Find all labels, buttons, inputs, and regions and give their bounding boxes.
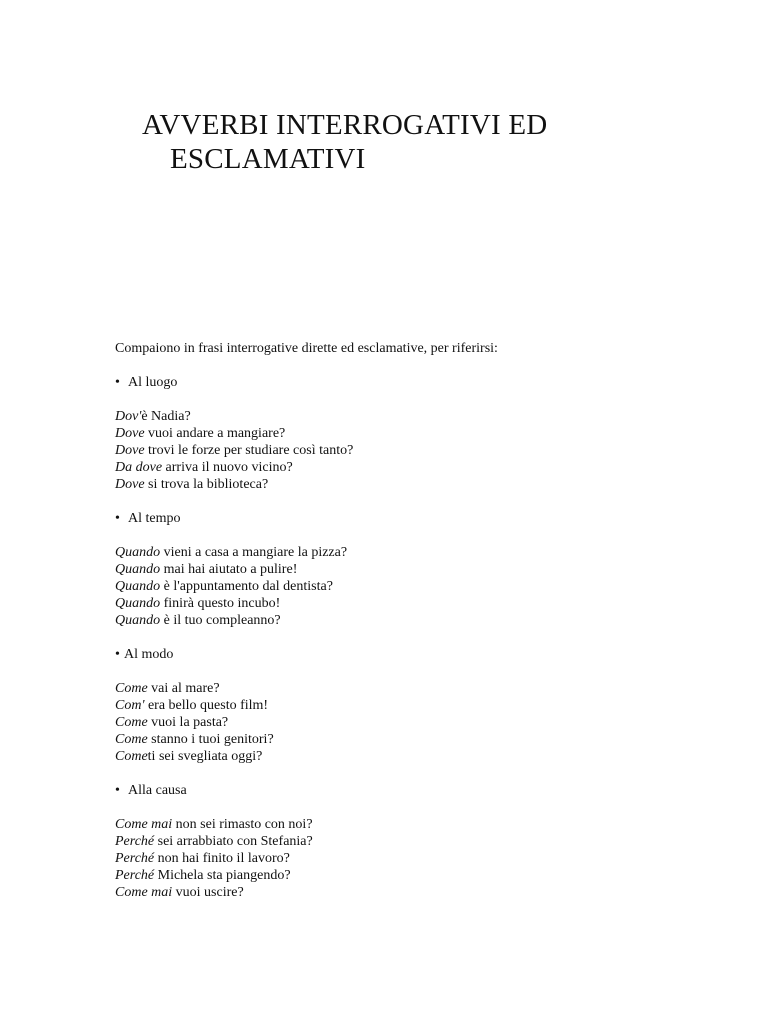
section-heading-causa	[115, 782, 715, 799]
example-text: trovi le forze per studiare così tanto?	[144, 443, 354, 458]
example-line	[115, 680, 715, 697]
example-line	[115, 816, 715, 833]
example-text: si trova la biblioteca?	[144, 477, 269, 492]
example-text: finirà questo incubo!	[160, 596, 281, 611]
example-line	[115, 561, 715, 578]
example-adverb: Perché	[115, 868, 155, 883]
example-line	[115, 425, 715, 442]
page-title	[142, 108, 547, 176]
page-title-line-1: AVVERBI INTERROGATIVI ED	[142, 109, 548, 141]
example-line	[115, 578, 715, 595]
example-line	[115, 884, 715, 901]
example-text: era bello questo film!	[144, 698, 269, 713]
example-text: vai al mare?	[147, 681, 220, 696]
section-heading-label: Al luogo	[128, 375, 178, 390]
section-heading-tempo	[115, 510, 715, 527]
example-text: ti sei svegliata oggi?	[147, 749, 263, 764]
example-adverb: Dov'	[115, 409, 142, 424]
document-body	[115, 340, 715, 918]
example-adverb: Com'	[115, 698, 145, 713]
example-text: stanno i tuoi genitori?	[147, 732, 274, 747]
example-adverb: Dove	[115, 426, 145, 441]
example-text: Michela sta piangendo?	[154, 868, 291, 883]
example-adverb: Quando	[115, 613, 161, 628]
example-text: è il tuo compleanno?	[160, 613, 281, 628]
example-text: è Nadia?	[141, 409, 191, 424]
example-line	[115, 442, 715, 459]
example-adverb: Quando	[115, 596, 161, 611]
example-text: vuoi la pasta?	[147, 715, 229, 730]
example-text: vuoi uscire?	[172, 885, 244, 900]
example-text: vuoi andare a mangiare?	[144, 426, 286, 441]
example-adverb: Quando	[115, 579, 161, 594]
example-adverb: Quando	[115, 562, 161, 577]
example-adverb: Come mai	[115, 885, 173, 900]
example-adverb: Come	[115, 715, 148, 730]
example-adverb: Da dove	[115, 460, 163, 475]
example-adverb: Perché	[115, 834, 155, 849]
example-text: non hai finito il lavoro?	[154, 851, 290, 866]
section-heading-modo	[115, 646, 715, 663]
section-heading-label: Al modo	[124, 647, 174, 662]
section-heading-label: Al tempo	[128, 511, 181, 526]
section-heading-label: Alla causa	[128, 783, 187, 798]
example-line	[115, 595, 715, 612]
intro-paragraph: Compaiono in frasi interrogative dirette ed esclamative, per riferirsi:	[115, 341, 498, 356]
example-line	[115, 544, 715, 561]
example-adverb: Come	[115, 732, 148, 747]
example-line	[115, 748, 715, 765]
example-line	[115, 714, 715, 731]
example-line	[115, 833, 715, 850]
bullet-glyph: •	[115, 511, 120, 526]
example-adverb: Come mai	[115, 817, 173, 832]
example-line	[115, 612, 715, 629]
example-list-modo	[115, 680, 715, 765]
example-text: arriva il nuovo vicino?	[162, 460, 293, 475]
bullet-glyph: •	[115, 647, 120, 662]
example-text: sei arrabbiato con Stefania?	[154, 834, 313, 849]
example-text: non sei rimasto con noi?	[172, 817, 313, 832]
example-adverb: Dove	[115, 477, 145, 492]
example-list-luogo	[115, 408, 715, 493]
page-title-line-2: ESCLAMATIVI	[170, 143, 366, 175]
example-text: mai hai aiutato a pulire!	[160, 562, 298, 577]
example-adverb: Dove	[115, 443, 145, 458]
example-line	[115, 476, 715, 493]
section-heading-luogo	[115, 374, 715, 391]
example-adverb: Quando	[115, 545, 161, 560]
bullet-glyph: •	[115, 783, 120, 798]
example-line	[115, 731, 715, 748]
example-line	[115, 867, 715, 884]
example-adverb: Come	[115, 749, 148, 764]
example-line	[115, 850, 715, 867]
example-text: vieni a casa a mangiare la pizza?	[160, 545, 348, 560]
bullet-glyph: •	[115, 375, 120, 390]
example-list-causa	[115, 816, 715, 901]
example-line	[115, 459, 715, 476]
example-list-tempo	[115, 544, 715, 629]
example-text: è l'appuntamento dal dentista?	[160, 579, 333, 594]
example-adverb: Perché	[115, 851, 155, 866]
example-line	[115, 408, 715, 425]
example-line	[115, 697, 715, 714]
example-adverb: Come	[115, 681, 148, 696]
